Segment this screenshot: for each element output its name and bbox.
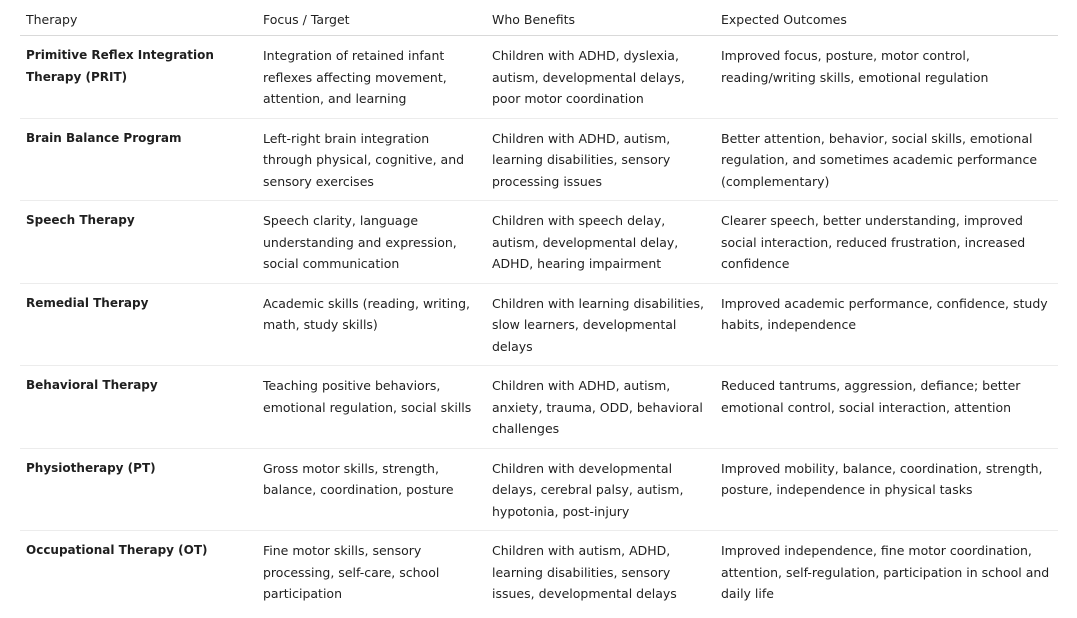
benefits-cell: Children with ADHD, dyslexia, autism, developmental delays, poor motor coordination (486, 36, 715, 119)
focus-cell: Integration of retained infant reflexes affecting movement, attention, and learning (257, 36, 486, 119)
outcomes-cell: Improved focus, posture, motor control, reading/writing skills, emotional regulation (715, 36, 1058, 119)
header-focus-target: Focus / Target (257, 8, 486, 36)
focus-cell: Teaching positive behaviors, emotional regulation, social skills (257, 366, 486, 449)
table-row (20, 448, 1058, 531)
focus-cell: Gross motor skills, strength, balance, coordination, posture (257, 448, 486, 531)
table-row (20, 36, 1058, 119)
table-row (20, 201, 1058, 284)
therapy-cell: Physiotherapy (PT) (20, 448, 257, 531)
therapy-cell: Primitive Reflex Integration Therapy (PRIT) (20, 36, 257, 119)
focus-cell: Speech clarity, language understanding and expression, social communication (257, 201, 486, 284)
benefits-cell: Children with learning disabilities, slow learners, developmental delays (486, 283, 715, 366)
benefits-cell: Children with speech delay, autism, developmental delay, ADHD, hearing impairment (486, 201, 715, 284)
table-row (20, 118, 1058, 201)
table-row (20, 366, 1058, 449)
benefits-cell: Children with autism, ADHD, learning disabilities, sensory issues, developmental delays (492, 543, 677, 601)
header-therapy: Therapy (20, 8, 257, 36)
therapy-table-container (20, 8, 1058, 613)
focus-cell: Left-right brain integration through physical, cognitive, and sensory exercises (257, 118, 486, 201)
table-header (20, 8, 1058, 36)
table-row (20, 283, 1058, 366)
outcomes-cell: Reduced tantrums, aggression, defiance; better emotional control, social interaction, attention (715, 366, 1058, 449)
therapy-cell: Occupational Therapy (OT) (26, 543, 208, 557)
outcomes-cell: Improved mobility, balance, coordination, strength, posture, independence in physical tasks (715, 448, 1058, 531)
therapy-cell: Speech Therapy (20, 201, 257, 284)
outcomes-cell: Clearer speech, better understanding, improved social interaction, reduced frustration, increased confidence (715, 201, 1058, 284)
header-expected-outcomes: Expected Outcomes (715, 8, 1058, 36)
therapy-cell: Behavioral Therapy (20, 366, 257, 449)
benefits-cell: Children with ADHD, autism, anxiety, trauma, ODD, behavioral challenges (486, 366, 715, 449)
benefits-cell: Children with developmental delays, cerebral palsy, autism, hypotonia, post-injury (486, 448, 715, 531)
benefits-cell: Children with ADHD, autism, learning disabilities, sensory processing issues (486, 118, 715, 201)
table-body (20, 36, 1058, 613)
outcomes-cell: Improved academic performance, confidence, study habits, independence (715, 283, 1058, 366)
therapy-cell: Brain Balance Program (20, 118, 257, 201)
header-row (20, 8, 1058, 36)
therapy-table (20, 8, 1058, 613)
outcomes-cell: Improved independence, fine motor coordination, attention, self-regulation, participation in school and daily life (721, 543, 1050, 601)
focus-cell: Academic skills (reading, writing, math, study skills) (257, 283, 486, 366)
therapy-cell: Remedial Therapy (20, 283, 257, 366)
focus-cell: Fine motor skills, sensory processing, self-care, school participation (263, 543, 440, 601)
outcomes-cell: Better attention, behavior, social skills, emotional regulation, and sometimes academic performance (complementary) (715, 118, 1058, 201)
header-who-benefits: Who Benefits (486, 8, 715, 36)
table-row (20, 531, 1058, 613)
